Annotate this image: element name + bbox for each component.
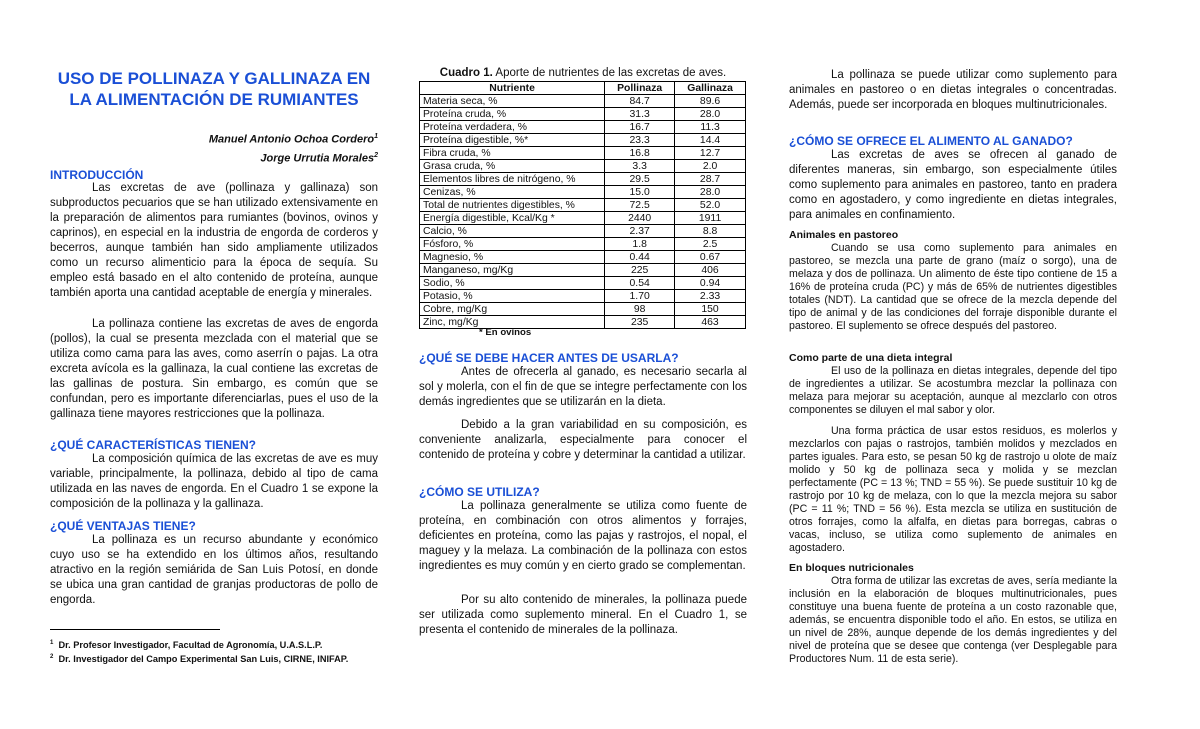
before-use-paragraph-1: Antes de ofrecerla al ganado, es necesario secarla al sol y molerla, con el fin de que se integre perfectamente con los demás ingredientes que se utilizarán en la dieta. bbox=[419, 366, 747, 408]
table-row bbox=[420, 290, 746, 303]
cell-gallinaza: 2.33 bbox=[675, 290, 746, 303]
cell-gallinaza: 8.8 bbox=[675, 225, 746, 238]
table-row bbox=[420, 121, 746, 134]
cell-nutrient: Elementos libres de nitrógeno, % bbox=[420, 173, 605, 186]
cell-gallinaza: 12.7 bbox=[675, 147, 746, 160]
cell-pollinaza: 98 bbox=[605, 303, 675, 316]
document-title: USO DE POLLINAZA Y GALLINAZA EN LA ALIMENTACIÓN DE RUMIANTES bbox=[57, 69, 371, 109]
cell-nutrient: Proteína verdadera, % bbox=[420, 121, 605, 134]
advantages-paragraph: La pollinaza es un recurso abundante y económico cuyo uso se ha extendido en los últimos años, resultando atractivo en la región semiárida de San Luis Potosí, en donde se ubica una gran cantidad de granjas productoras de pollo de engorda. bbox=[50, 534, 378, 606]
table-row bbox=[420, 225, 746, 238]
cell-pollinaza: 1.8 bbox=[605, 238, 675, 251]
table-row bbox=[420, 108, 746, 121]
integral-diet-heading: Como parte de una dieta integral bbox=[789, 352, 953, 364]
cell-pollinaza: 16.8 bbox=[605, 147, 675, 160]
table-row bbox=[420, 264, 746, 277]
characteristics-paragraph: La composición química de las excretas de ave es muy variable, principalmente, la pollinaza, debido al tipo de cama utilizada en las naves de engorda. En el Cuadro 1 se expone la composición de la pollinaza y la gallinaza. bbox=[50, 453, 378, 510]
cell-nutrient: Calcio, % bbox=[420, 225, 605, 238]
cell-gallinaza: 0.94 bbox=[675, 277, 746, 290]
cell-nutrient: Potasio, % bbox=[420, 290, 605, 303]
cell-gallinaza: 0.67 bbox=[675, 251, 746, 264]
cell-pollinaza: 3.3 bbox=[605, 160, 675, 173]
characteristics-heading: ¿QUÉ CARACTERÍSTICAS TIENEN? bbox=[50, 438, 257, 452]
cell-pollinaza: 1.70 bbox=[605, 290, 675, 303]
cell-gallinaza: 406 bbox=[675, 264, 746, 277]
cell-nutrient: Manganeso, mg/Kg bbox=[420, 264, 605, 277]
cell-nutrient: Cobre, mg/Kg bbox=[420, 303, 605, 316]
cell-pollinaza: 23.3 bbox=[605, 134, 675, 147]
how-used-paragraph-1: La pollinaza generalmente se utiliza como fuente de proteína, en combinación con otros alimentos y forrajes, deficientes en proteína, como las pajas y rastrojos, el nopal, el maguey y la melaza. La combinación de la pollinaza con estos ingredientes es muy común y en cierto grado se complementan. bbox=[419, 500, 747, 572]
author-list bbox=[50, 129, 378, 166]
table-row bbox=[420, 186, 746, 199]
cell-pollinaza: 0.54 bbox=[605, 277, 675, 290]
footnotes bbox=[50, 637, 390, 665]
footnote-2: $^2$ Dr. Investigador del Campo Experimental San Luis, CIRNE, INIFAP. bbox=[50, 654, 349, 665]
table-row bbox=[420, 251, 746, 264]
before-use-paragraph-2: Debido a la gran variabilidad en su composición, es conveniente analizarla, especialmente para conocer el contenido de proteína y cobre y determinar la cantidad a utilizar. bbox=[419, 419, 747, 461]
cell-nutrient: Proteína cruda, % bbox=[420, 108, 605, 121]
cell-gallinaza: 28.0 bbox=[675, 108, 746, 121]
footnote-1: $^1$ Dr. Profesor Investigador, Facultad de Agronomía, U.A.S.L.P. bbox=[50, 640, 323, 651]
cell-nutrient: Cenizas, % bbox=[420, 186, 605, 199]
cell-nutrient: Total de nutrientes digestibles, % bbox=[420, 199, 605, 212]
cell-gallinaza: 1911 bbox=[675, 212, 746, 225]
footnote-divider bbox=[50, 629, 220, 630]
cell-pollinaza: 15.0 bbox=[605, 186, 675, 199]
cell-gallinaza: 2.5 bbox=[675, 238, 746, 251]
blocks-paragraph: Otra forma de utilizar las excretas de aves, sería mediante la inclusión en la elaboración de bloques multinutricionales, pues constituye una buena fuente de proteína a un costo razonable que, además, se encuentra disponible todo el año. En estos, se utiliza en un nivel de 28%, aunque depende de los demás ingredientes y del nivel de proteína que se desee que contenga (ver Desplegable para Productores Num. 11 de esta serie). bbox=[789, 575, 1117, 665]
cell-gallinaza: 89.6 bbox=[675, 95, 746, 108]
cell-gallinaza: 2.0 bbox=[675, 160, 746, 173]
table-row bbox=[420, 316, 746, 329]
grazing-heading: Animales en pastoreo bbox=[789, 229, 899, 241]
intro-paragraph-2: La pollinaza contiene las excretas de aves de engorda (pollos), la cual se presenta mezclada con el material que se utiliza como cama para las aves, como aserrín o pajas. La otra excreta avícola es la gallinaza, la cual contiene las excretas de las gallinas de postura. Sin embargo, es común que se confundan, pero es importante diferenciarlas, pues el uso de la gallinaza tiene mayores restricciones que la pollinaza. bbox=[50, 318, 378, 420]
cell-gallinaza: 28.7 bbox=[675, 173, 746, 186]
header-nutriente: Nutriente bbox=[420, 82, 605, 95]
cell-pollinaza: 31.3 bbox=[605, 108, 675, 121]
cell-nutrient: Sodio, % bbox=[420, 277, 605, 290]
cell-gallinaza: 463 bbox=[675, 316, 746, 329]
cell-gallinaza: 28.0 bbox=[675, 186, 746, 199]
table-row bbox=[420, 147, 746, 160]
cell-nutrient: Fósforo, % bbox=[420, 238, 605, 251]
table-row bbox=[420, 95, 746, 108]
cell-nutrient: Materia seca, % bbox=[420, 95, 605, 108]
how-offered-heading: ¿CÓMO SE OFRECE EL ALIMENTO AL GANADO? bbox=[789, 134, 1073, 148]
author-2: Jorge Urrutia Morales$^2$ bbox=[260, 151, 378, 165]
cell-pollinaza: 0.44 bbox=[605, 251, 675, 264]
table-caption: Cuadro 1. Aporte de nutrientes de las excretas de aves. bbox=[439, 67, 727, 79]
supplement-intro-paragraph: La pollinaza se puede utilizar como suplemento para animales en pastoreo o en dietas integrales o concentradas. Además, puede ser incorporada en bloques multinutricionales. bbox=[789, 69, 1117, 111]
table-row bbox=[420, 160, 746, 173]
cell-pollinaza: 84.7 bbox=[605, 95, 675, 108]
cell-pollinaza: 29.5 bbox=[605, 173, 675, 186]
cell-nutrient: Proteína digestible, %* bbox=[420, 134, 605, 147]
table-row bbox=[420, 277, 746, 290]
table-header-row bbox=[420, 82, 746, 95]
advantages-heading: ¿QUÉ VENTAJAS TIENE? bbox=[50, 519, 196, 533]
how-used-paragraph-2: Por su alto contenido de minerales, la pollinaza puede ser utilizada como suplemento mineral. En el Cuadro 1, se presenta el contenido de minerales de la pollinaza. bbox=[419, 594, 747, 636]
integral-diet-paragraph-2: Una forma práctica de usar estos residuos, es molerlos y mezclarlos con pajas o rastrojos, también molidos y mezclados en partes iguales. Para esto, se pesan 50 kg de rastrojo u olote de maíz molido y 50 kg de pollinaza seca y molida y se mezclan perfectamente (PC = 13 %; TND = 55 %). Se puede sustituir 10 kg de rastrojo por 10 kg de melaza, con lo que la mezcla mejora su sabor (PC = 11 %; TND = 56 %). Esta mezcla se utiliza en sustitución de otros forrajes, como la alfalfa, en dietas para borregas, cabras o vacas, incluso, se utiliza como suplemento de animales en agostadero. bbox=[789, 425, 1117, 554]
cell-pollinaza: 2440 bbox=[605, 212, 675, 225]
cell-gallinaza: 150 bbox=[675, 303, 746, 316]
table-row bbox=[420, 303, 746, 316]
cell-pollinaza: 16.7 bbox=[605, 121, 675, 134]
table-row bbox=[420, 199, 746, 212]
cell-nutrient: Zinc, mg/Kg bbox=[420, 316, 605, 329]
intro-paragraph-1: Las excretas de ave (pollinaza y gallinaza) son subproductos pecuarios que se han utilizado extensivamente en la preparación de alimentos para rumiantes (bovinos, ovinos y caprinos), en especial en la industria de engorda de corderos y becerros, aunque también han sido ampliamente utilizados como un recurso alimenticio para la época de sequía. Su empleo está basado en el alto contenido de proteína, aunque también aporta una cantidad aceptable de energía y minerales. bbox=[50, 182, 378, 299]
cell-pollinaza: 2.37 bbox=[605, 225, 675, 238]
table-row bbox=[420, 173, 746, 186]
author-1: Manuel Antonio Ochoa Cordero$^1$ bbox=[208, 133, 378, 146]
cell-pollinaza: 225 bbox=[605, 264, 675, 277]
cell-gallinaza: 14.4 bbox=[675, 134, 746, 147]
cell-nutrient: Grasa cruda, % bbox=[420, 160, 605, 173]
how-used-heading: ¿CÓMO SE UTILIZA? bbox=[419, 485, 540, 499]
table-row bbox=[420, 238, 746, 251]
header-gallinaza: Gallinaza bbox=[675, 82, 746, 95]
cell-gallinaza: 52.0 bbox=[675, 199, 746, 212]
intro-heading: INTRODUCCIÓN bbox=[50, 168, 144, 182]
blocks-heading: En bloques nutricionales bbox=[789, 562, 914, 574]
cell-nutrient: Fibra cruda, % bbox=[420, 147, 605, 160]
integral-diet-paragraph-1: El uso de la pollinaza en dietas integrales, depende del tipo de ingredientes a utilizar. Se acostumbra mezclar la pollinaza con melaza para mejorar su aceptación, aunque al mezclarlo con otros componentes se diluyen el mal sabor y olor. bbox=[789, 365, 1117, 416]
header-pollinaza: Pollinaza bbox=[605, 82, 675, 95]
table-note: * En ovinos bbox=[479, 327, 532, 338]
cell-nutrient: Magnesio, % bbox=[420, 251, 605, 264]
before-use-heading: ¿QUÉ SE DEBE HACER ANTES DE USARLA? bbox=[419, 351, 679, 365]
table-row bbox=[420, 134, 746, 147]
grazing-paragraph: Cuando se usa como suplemento para animales en pastoreo, se mezcla una parte de grano (maíz o sorgo), una de melaza y dos de pollinaza. Un alimento de éste tipo contiene de 15 a 16% de proteína cruda (PC) y más de 65% de nutrientes digestibles totales (NDT). La cantidad que se ofrece de la mezcla depende del tipo de animal y de las condiciones del forraje disponible durante el pastoreo. El suplemento se ofrece después del pastoreo. bbox=[789, 242, 1117, 332]
cell-nutrient: Energía digestible, Kcal/Kg * bbox=[420, 212, 605, 225]
cell-gallinaza: 11.3 bbox=[675, 121, 746, 134]
how-offered-paragraph: Las excretas de aves se ofrecen al ganado de diferentes maneras, sin embargo, son especialmente útiles como suplemento para animales en pastoreo, tanto en pradera como en agostadero, y como ingrediente en dietas integrales, para animales en confinamiento. bbox=[789, 149, 1117, 221]
nutrient-table bbox=[419, 81, 746, 329]
cell-pollinaza: 72.5 bbox=[605, 199, 675, 212]
cell-pollinaza: 235 bbox=[605, 316, 675, 329]
table-row bbox=[420, 212, 746, 225]
